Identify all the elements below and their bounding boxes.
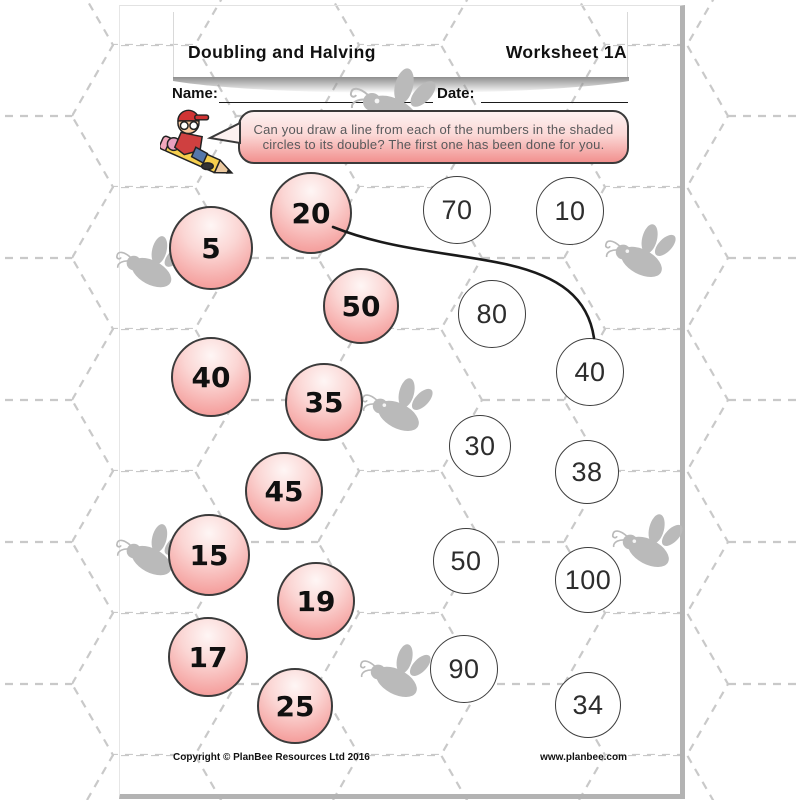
circle-number: 40 <box>574 356 606 387</box>
circle-number: 35 <box>304 385 344 419</box>
circle-number: 19 <box>296 584 336 618</box>
open-circle-38 <box>555 440 619 504</box>
shaded-circle-50 <box>323 268 399 344</box>
date-label: Date: <box>437 85 475 102</box>
open-circle-90 <box>430 635 498 703</box>
circle-number: 100 <box>564 564 612 595</box>
circle-number: 25 <box>275 689 315 723</box>
open-circle-70 <box>423 176 491 244</box>
header-band-right-edge <box>627 12 628 78</box>
page-title: Doubling and Halving <box>188 42 376 62</box>
instruction-line-2: circles to its double? The first one has been done for you. <box>262 137 605 152</box>
circle-number: 50 <box>341 289 381 323</box>
shaded-circle-17 <box>168 617 248 697</box>
instruction-line-1: Can you draw a line from each of the numbers in the shaded <box>253 121 614 137</box>
open-circle-10 <box>536 177 604 245</box>
circle-number: 45 <box>264 474 304 508</box>
shaded-circle-40 <box>171 337 251 417</box>
fly-icon <box>601 219 685 285</box>
shaded-circle-19 <box>277 562 355 640</box>
open-circle-80 <box>458 280 526 348</box>
circle-number: 34 <box>572 689 604 720</box>
header-band-left-edge <box>173 12 174 78</box>
circle-number: 10 <box>554 195 586 226</box>
fly-icon <box>356 639 440 705</box>
circle-number: 90 <box>448 653 480 684</box>
circle-number: 17 <box>188 640 228 674</box>
circle-number: 5 <box>201 231 221 265</box>
shaded-circle-15 <box>168 514 250 596</box>
circle-number: 15 <box>189 538 229 572</box>
fly-icon <box>608 509 692 575</box>
circle-number: 70 <box>441 194 473 225</box>
fly-icon <box>358 373 442 439</box>
shaded-circle-5 <box>169 206 253 290</box>
open-circle-34 <box>555 672 621 738</box>
open-circle-50 <box>433 528 499 594</box>
circle-number: 40 <box>191 360 231 394</box>
website-text: www.planbee.com <box>540 752 627 763</box>
shaded-circle-35 <box>285 363 363 441</box>
circle-number: 50 <box>450 545 482 576</box>
shaded-circle-25 <box>257 668 333 744</box>
instruction-bubble <box>238 110 629 164</box>
circle-number: 80 <box>476 298 508 329</box>
worksheet-page <box>119 5 685 799</box>
circle-number: 38 <box>571 456 603 487</box>
open-circle-40 <box>556 338 624 406</box>
date-write-line <box>481 102 628 105</box>
circle-number: 20 <box>291 196 331 230</box>
open-circle-100 <box>555 547 621 613</box>
name-label: Name: <box>172 85 218 102</box>
circle-number: 30 <box>464 430 496 461</box>
shaded-circle-45 <box>245 452 323 530</box>
shaded-circle-20 <box>270 172 352 254</box>
worksheet-number: Worksheet 1A <box>505 42 627 62</box>
open-circle-30 <box>449 415 511 477</box>
kid-riding-pencil-mascot <box>160 106 238 180</box>
copyright-text: Copyright © PlanBee Resources Ltd 2016 <box>173 752 370 763</box>
